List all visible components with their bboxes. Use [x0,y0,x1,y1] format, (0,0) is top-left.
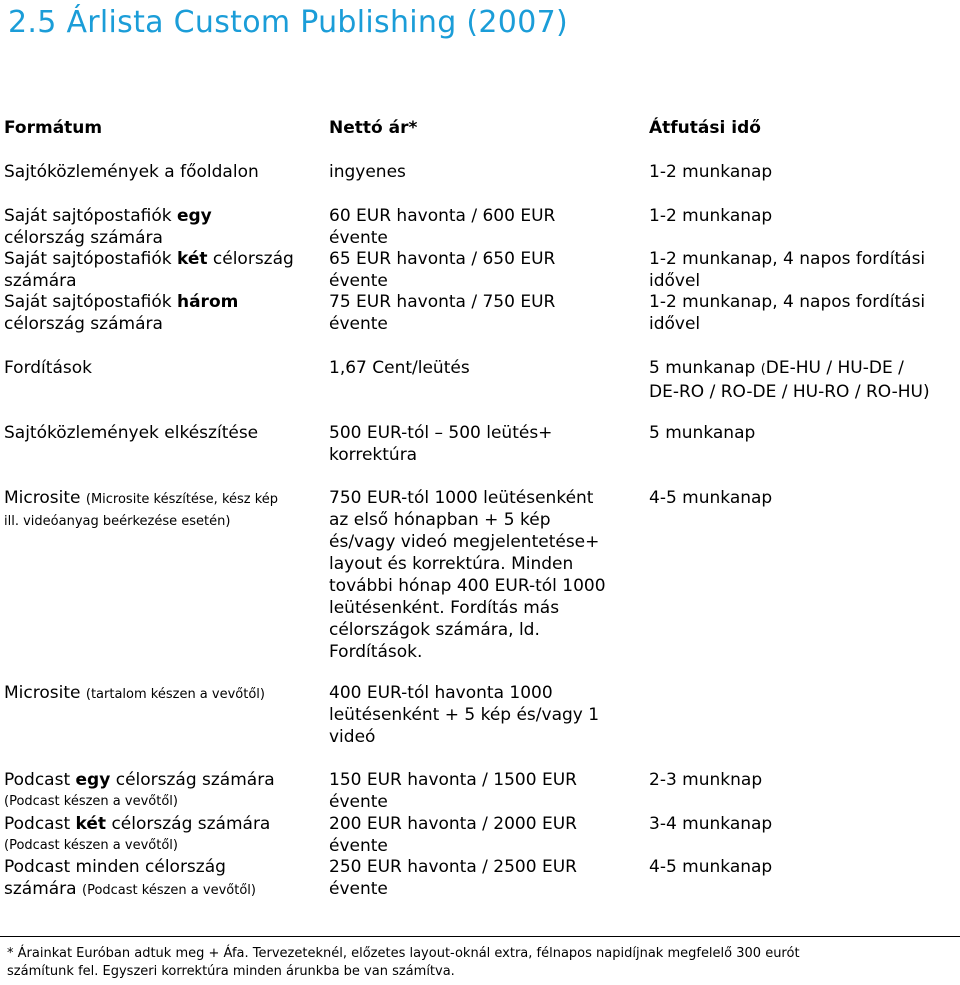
row-format: Saját sajtópostafiók két célország számára [4,249,294,291]
row-price: 250 EUR havonta / 2500 EUR évente [329,857,577,899]
row-format: Microsite (Microsite készítése, kész kép ill. videóanyag beérkezése esetén) [4,488,279,529]
row-price: 200 EUR havonta / 2000 EUR évente [329,814,577,856]
row-format: Fordítások [4,358,92,378]
footnote: * Árainkat Euróban adtuk meg + Áfa. Tervezeteknél, előzetes layout-oknál extra, félnapos napidíjnak megfelelő 300 eurót számítunk fel. Egyszeri korrektúra minden árunkba be van számítva. [7,946,800,979]
header-price: Nettó ár* [329,118,418,138]
row-turnaround: 1-2 munkanap, 4 napos fordítási idővel [649,292,926,334]
row-format: Saját sajtópostafiók egy célország számára [4,206,212,248]
row-format: Podcast két célország számára (Podcast készen a vevőtől) [4,814,271,853]
page-title: 2.5 Árlista Custom Publishing (2007) [8,5,568,40]
row-format: Microsite (tartalom készen a vevőtől) [4,683,265,703]
row-format: Podcast egy célország számára (Podcast készen a vevőtől) [4,770,275,809]
row-price: 65 EUR havonta / 650 EUR évente [329,249,556,291]
row-price: 500 EUR-tól – 500 leütés+ korrektúra [329,423,553,465]
row-price: 150 EUR havonta / 1500 EUR évente [329,770,577,812]
row-price: 75 EUR havonta / 750 EUR évente [329,292,556,334]
row-price: 1,67 Cent/leütés [329,358,470,378]
row-turnaround: 1-2 munkanap [649,162,773,182]
row-format: Podcast minden célország számára (Podcast készen a vevőtől) [4,857,256,899]
row-turnaround: 1-2 munkanap [649,206,773,226]
row-price: 400 EUR-tól havonta 1000 leütésenként + 5 kép és/vagy 1 videó [329,683,600,747]
row-format: Sajtóközlemények a főoldalon [4,162,259,182]
row-price: ingyenes [329,162,406,182]
row-turnaround: 4-5 munkanap [649,857,773,877]
row-turnaround: 1-2 munkanap, 4 napos fordítási idővel [649,249,926,291]
row-turnaround: 5 munkanap [649,423,756,443]
footnote-divider [0,936,960,937]
row-price: 60 EUR havonta / 600 EUR évente [329,206,556,248]
header-format: Formátum [4,118,103,138]
row-format: Saját sajtópostafiók három célország számára [4,292,239,334]
row-turnaround: 4-5 munkanap [649,488,773,508]
row-turnaround: 5 munkanap (DE-HU / HU-DE / DE-RO / RO-DE / HU-RO / RO-HU) [649,358,930,402]
row-turnaround: 3-4 munkanap [649,814,773,834]
row-format: Sajtóközlemények elkészítése [4,423,259,443]
row-turnaround: 2-3 munknap [649,770,763,790]
row-price: 750 EUR-tól 1000 leütésenként az első hónapban + 5 kép és/vagy videó megjelentetése+ layout és korrektúra. Minden további hónap 400 EUR-tól 1000 leütésenként. Fordítás más célországok számára, ld. Fordítások. [329,488,606,662]
header-turnaround: Átfutási idő [649,118,761,138]
